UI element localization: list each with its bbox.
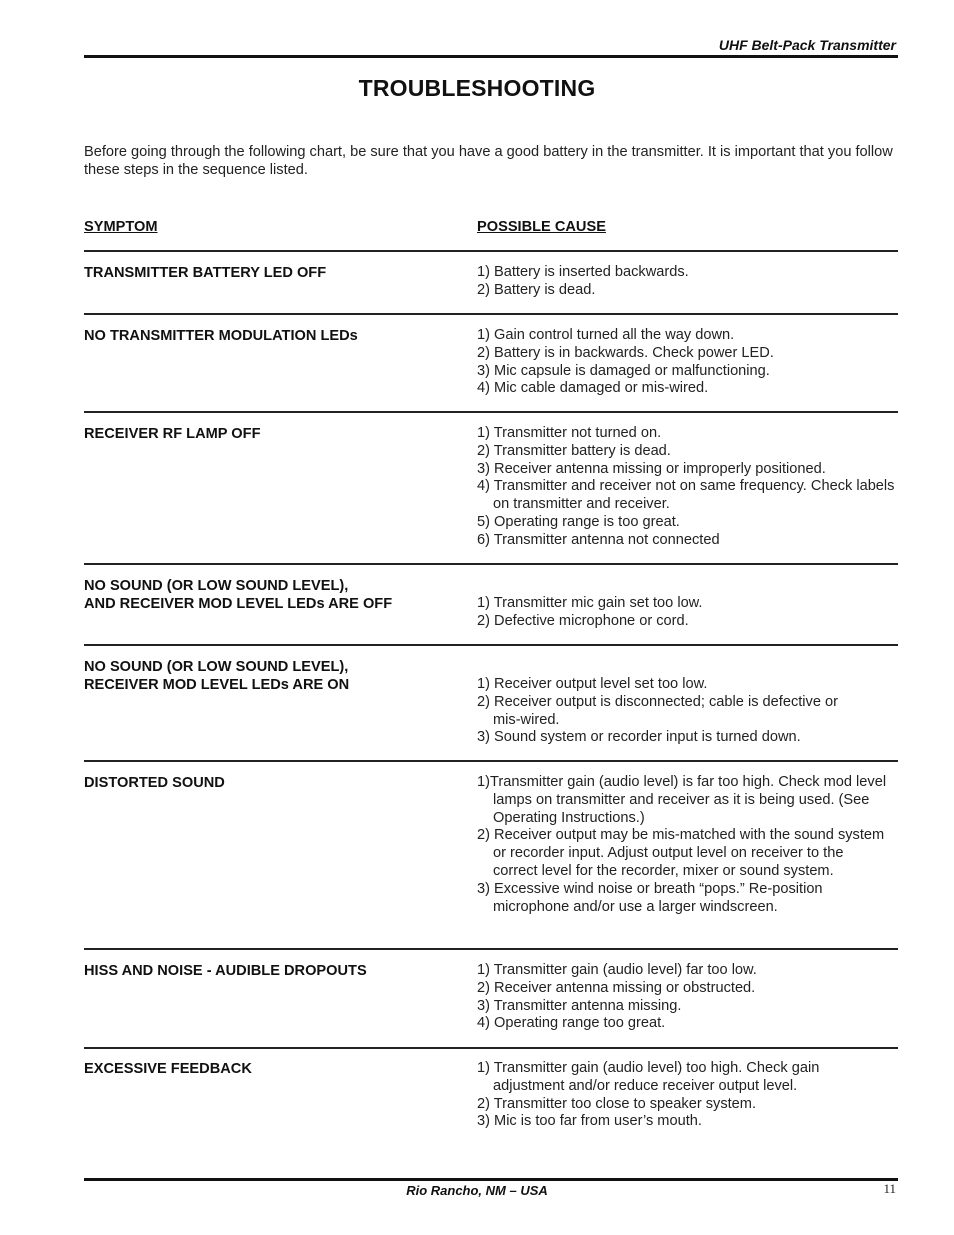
table-divider bbox=[84, 250, 898, 252]
cause-item: 1) Transmitter mic gain set too low. bbox=[477, 595, 703, 611]
table-divider bbox=[84, 313, 898, 315]
cause-item: 4) Operating range too great. bbox=[477, 1015, 666, 1032]
cause-item: 1) Gain control turned all the way down. bbox=[477, 327, 735, 343]
cause-list bbox=[477, 425, 897, 550]
cause-item: 3) Excessive wind noise or breath “pops.” Re-position microphone and/or use a larger windscreen. bbox=[477, 880, 823, 915]
header-rule bbox=[84, 55, 898, 58]
symptom-label: NO TRANSMITTER MODULATION LEDs bbox=[84, 328, 358, 344]
symptom-label: DISTORTED SOUND bbox=[84, 775, 225, 791]
symptom-label: NO SOUND (OR LOW SOUND LEVEL), RECEIVER MOD LEVEL LEDs ARE ON bbox=[84, 659, 350, 693]
table-divider bbox=[84, 948, 898, 950]
page-title: TROUBLESHOOTING bbox=[358, 75, 596, 101]
cause-item: 3) Mic is too far from user’s mouth. bbox=[477, 1113, 702, 1130]
cause-item: 3) Receiver antenna missing or improperly positioned. bbox=[477, 460, 826, 477]
cause-item: 2) Receiver output is disconnected; cable is defective or mis-wired. bbox=[477, 693, 838, 728]
cause-item: 3) Mic capsule is damaged or malfunctioning. bbox=[477, 362, 770, 379]
cause-item: 4) Mic cable damaged or mis-wired. bbox=[477, 380, 709, 397]
cause-item: 1) Transmitter gain (audio level) far too low. bbox=[477, 962, 757, 978]
intro-paragraph: Before going through the following chart, be sure that you have a good battery in the transmitter. It is important that you follow these steps in the sequence listed. bbox=[84, 144, 893, 178]
cause-item: 1) Transmitter gain (audio level) too high. Check gain adjustment and/or reduce receiver output level. bbox=[477, 1060, 820, 1094]
cause-item: 1)Transmitter gain (audio level) is far too high. Check mod level lamps on transmitter and receiver as it is being used. (See Operating Instructions.) bbox=[477, 774, 887, 826]
footer-location: Rio Rancho, NM – USA bbox=[406, 1183, 548, 1198]
running-header: UHF Belt-Pack Transmitter bbox=[718, 37, 896, 53]
symptom-label: NO SOUND (OR LOW SOUND LEVEL), AND RECEIVER MOD LEVEL LEDs ARE OFF bbox=[84, 578, 393, 612]
footer-rule bbox=[84, 1178, 898, 1181]
table-divider bbox=[84, 563, 898, 565]
table-divider bbox=[84, 644, 898, 646]
cause-item: 2) Transmitter too close to speaker system. bbox=[477, 1095, 757, 1112]
cause-item: 2) Defective microphone or cord. bbox=[477, 612, 689, 629]
cause-item: 1) Receiver output level set too low. bbox=[477, 676, 708, 692]
cause-item: 3) Transmitter antenna missing. bbox=[477, 997, 682, 1014]
cause-item: 4) Transmitter and receiver not on same frequency. Check labels on transmitter and receiver. bbox=[477, 478, 895, 513]
table-divider bbox=[84, 760, 898, 762]
symptom-label: HISS AND NOISE - AUDIBLE DROPOUTS bbox=[84, 963, 367, 979]
symptom-label: TRANSMITTER BATTERY LED OFF bbox=[84, 265, 327, 281]
cause-list bbox=[477, 1060, 862, 1131]
cause-item: 2) Battery is in backwards. Check power LED. bbox=[477, 344, 774, 361]
cause-item: 1) Transmitter not turned on. bbox=[477, 425, 662, 441]
symptom-label: EXCESSIVE FEEDBACK bbox=[84, 1061, 252, 1077]
cause-list bbox=[477, 327, 897, 398]
cause-item: 2) Receiver antenna missing or obstructed. bbox=[477, 979, 756, 996]
cause-item: 5) Operating range is too great. bbox=[477, 513, 680, 530]
cause-item: 2) Battery is dead. bbox=[477, 281, 596, 298]
cause-list bbox=[477, 264, 897, 300]
page-number: 11 bbox=[883, 1181, 896, 1196]
cause-item: 2) Transmitter battery is dead. bbox=[477, 442, 671, 459]
cause-item: 6) Transmitter antenna not connected bbox=[477, 531, 720, 548]
cause-list bbox=[477, 676, 862, 747]
table-divider bbox=[84, 411, 898, 413]
cause-list bbox=[477, 774, 887, 916]
symptom-column-header: SYMPTOM bbox=[84, 219, 158, 235]
cause-list bbox=[477, 595, 897, 631]
cause-item: 2) Receiver output may be mis-matched with the sound system or recorder input. Adjust output level on receiver to the correct level for the recorder, mixer or sound system. bbox=[477, 827, 885, 879]
cause-item: 3) Sound system or recorder input is turned down. bbox=[477, 729, 801, 746]
table-divider bbox=[84, 1047, 898, 1049]
cause-list bbox=[477, 962, 897, 1033]
symptom-label: RECEIVER RF LAMP OFF bbox=[84, 426, 261, 442]
cause-column-header: POSSIBLE CAUSE bbox=[477, 219, 606, 235]
cause-item: 1) Battery is inserted backwards. bbox=[477, 264, 689, 280]
